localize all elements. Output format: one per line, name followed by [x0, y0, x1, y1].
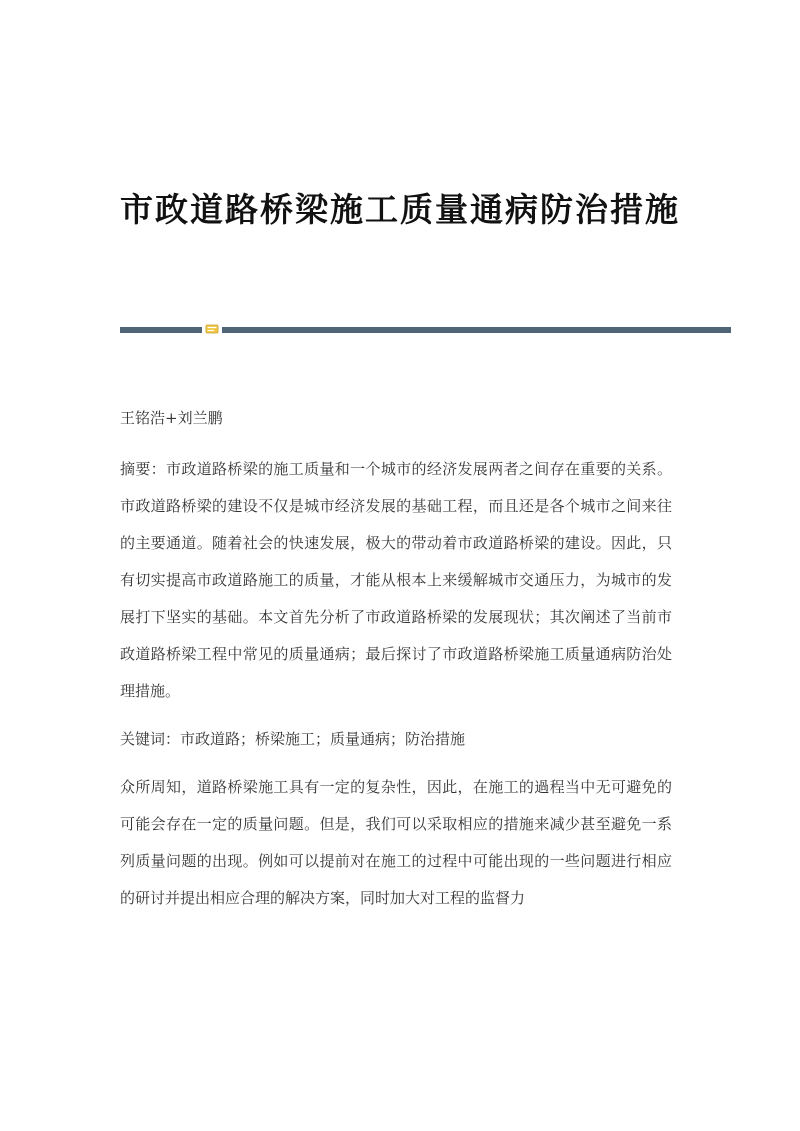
document-body [120, 400, 672, 928]
keywords-line: 关键词：市政道路；桥梁施工；质量通病；防治措施 [120, 730, 466, 748]
title-divider [120, 322, 731, 338]
pencil-icon [205, 322, 219, 336]
document-title: 市政道路桥梁施工质量通病防治措施 [120, 190, 680, 229]
authors-line: 王铭浩+刘兰鹏 [120, 409, 223, 427]
divider-bar-right [222, 327, 731, 333]
abstract-paragraph: 摘要：市政道路桥梁的施工质量和一个城市的经济发展两者之间存在重要的关系。市政道路桥梁的建设不仅是城市经济发展的基础工程，而且还是各个城市之间来往的主要通道。随着社会的快速发展，极大的带动着市政道路桥梁的建设。因此，只有切实提高市政道路施工的质量，才能从根本上来缓解城市交通压力，为城市的发展打下坚实的基础。本文首先分析了市政道路桥梁的发展现状；其次阐述了当前市政道路桥梁工程中常见的质量通病；最后探讨了市政道路桥梁施工质量通病防治处理措施。 [120, 460, 672, 700]
divider-bar-left [120, 327, 202, 333]
body-paragraph: 众所周知，道路桥梁施工具有一定的复杂性，因此，在施工的過程当中无可避免的可能会存在一定的质量问题。但是，我们可以采取相应的措施来减少甚至避免一系列质量问题的出现。例如可以提前对在施工的过程中可能出现的一些问题进行相应的研讨并提出相应合理的解决方案，同时加大对工程的监督力 [120, 778, 672, 907]
